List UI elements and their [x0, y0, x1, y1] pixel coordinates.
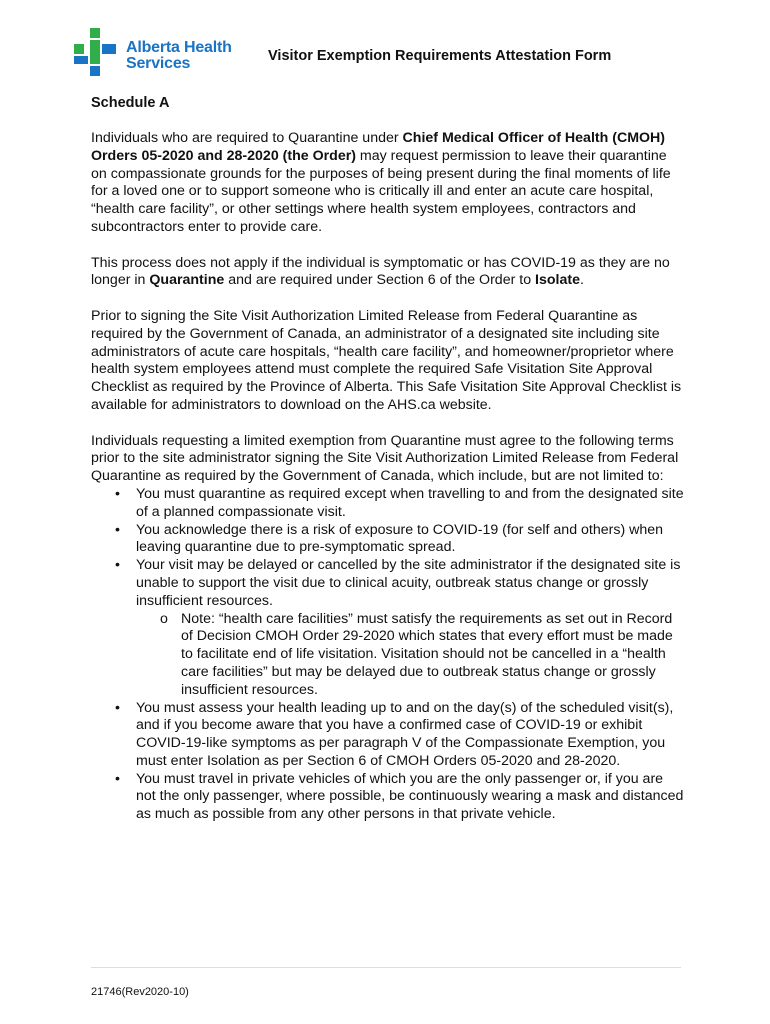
list-item-text: You must quarantine as required except when travelling to and from the designated site of a planned compassionate visit. — [136, 485, 684, 520]
schedule-heading: Schedule A — [91, 95, 170, 111]
document-body — [91, 130, 686, 824]
list-item — [91, 700, 686, 771]
bullet-icon: • — [115, 557, 120, 574]
list-item-text: You acknowledge there is a risk of exposure to COVID-19 (for self and others) when leaving quarantine due to pre-symptomatic spread. — [136, 521, 664, 556]
paragraph-intro-text-1: Individuals who are required to Quarantine under — [91, 130, 403, 146]
list-item — [91, 771, 686, 824]
sub-list-item — [136, 611, 686, 700]
paragraph-exclusion-bold-2: Isolate — [535, 272, 580, 289]
paragraph-terms: Individuals requesting a limited exemption from Quarantine must agree to the following terms prior to the site administrator signing the Site Visit Authorization Limited Release from Federal Quarantine as required by the Government of Canada, which include, but are not limited to: — [91, 432, 679, 485]
paragraph-intro-bold: Chief Medical Officer of Health (CMOH) Orders 05-2020 and 28-2020 (the Order) — [91, 130, 666, 164]
paragraph-exclusion-text-2: and are required under Section 6 of the Order to — [224, 272, 536, 289]
paragraph-site-checklist: Prior to signing the Site Visit Authorization Limited Release from Federal Quarantine as required by the Government of Canada, an administrator of a designated site including site administrators of acute care hospitals, “health care facility”, and homeowner/proprietor where health system employees attend must complete the required Safe Visitation Site Approval Checklist as required by the Province of Alberta. This Safe Visitation Site Approval Checklist is available for administrators to download on the AHS.ca website. — [91, 307, 682, 413]
list-item — [91, 522, 686, 558]
list-item-text: Your visit may be delayed or cancelled by the site administrator if the designated site is unable to support the visit due to clinical acuity, outbreak status change or grossly insufficient resources. — [136, 557, 681, 609]
paragraph-intro — [91, 130, 686, 237]
footer-divider — [91, 967, 681, 968]
paragraph-exclusion-text-3: . — [579, 272, 584, 289]
logo-text — [126, 40, 232, 72]
bullet-icon: • — [115, 521, 120, 538]
bullet-icon: • — [115, 485, 120, 502]
paragraph-exclusion-text-1: This process does not apply if the individual is symptomatic or has COVID-19 as they are no longer in — [91, 254, 670, 289]
logo-line-2: Services — [126, 55, 191, 72]
bullet-icon: • — [115, 699, 120, 716]
paragraph-exclusion-bold-1: Quarantine — [149, 272, 225, 289]
form-number: 21746(Rev2020-10) — [91, 986, 189, 998]
list-item-text: You must assess your health leading up to and on the day(s) of the scheduled visit(s), and if you become aware that you have a confirmed case of COVID-19 or exhibit COVID-19-like symptoms as per paragraph V of the Compassionate Exemption, you must enter Isolation as per Section 6 of CMOH Orders 05-2020 and 28-2020. — [136, 699, 674, 769]
sub-list — [136, 611, 686, 700]
paragraph-exclusion — [91, 255, 686, 291]
terms-list — [91, 486, 686, 824]
paragraph-intro-text-2: may request permission to leave their quarantine on compassionate grounds for the purposes of being present during the final moments of life for a loved one or to support someone who is critically ill and enter an acute care hospital, “health care facility”, or other settings where health system employees, contractors and subcontractors enter to provide care. — [91, 147, 671, 235]
sub-bullet-icon: o — [160, 610, 168, 627]
bullet-icon: • — [115, 770, 120, 787]
list-item — [91, 557, 686, 699]
list-item — [91, 486, 686, 522]
sub-list-item-text: Note: “health care facilities” must satisfy the requirements as set out in Record of Decision CMOH Order 29-2020 which states that every effort must be made to facilitate end of life visitation. Visitation should not be cancelled in a “health care facilities” but may be delayed due to outbreak status change or grossly insufficient resources. — [181, 610, 673, 698]
logo-line-1: Alberta Health — [126, 39, 232, 56]
ahs-cross-icon — [74, 28, 122, 76]
ahs-logo — [74, 28, 234, 78]
form-title: Visitor Exemption Requirements Attestation Form — [268, 48, 612, 64]
list-item-text: You must travel in private vehicles of which you are the only passenger or, if you are not the only passenger, where possible, be continuously wearing a mask and distanced as much as possible from any other persons in that private vehicle. — [136, 770, 684, 823]
